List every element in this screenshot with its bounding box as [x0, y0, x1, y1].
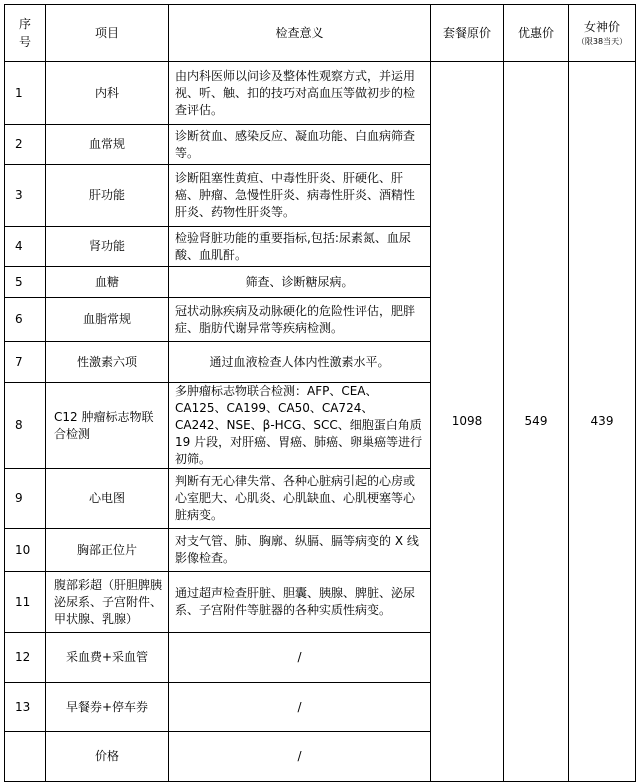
goddess-price-cell: 439 [569, 62, 636, 782]
header-orig-price: 套餐原价 [431, 5, 504, 62]
table-row [5, 62, 636, 125]
row-item: 心电图 [46, 469, 169, 529]
row-no: 6 [5, 298, 46, 342]
row-desc: / [169, 683, 431, 732]
header-no: 序号 [5, 5, 46, 62]
row-no [5, 732, 46, 782]
row-no: 13 [5, 683, 46, 732]
header-goddess-label: 女神价 [583, 19, 620, 34]
row-item: 血糖 [46, 267, 169, 298]
row-desc: 通过超声检查肝脏、胆囊、胰腺、脾脏、泌尿系、子宫附件等脏器的各种实质性病变。 [169, 572, 431, 633]
row-item: 早餐券+停车券 [46, 683, 169, 732]
row-no: 12 [5, 633, 46, 683]
row-item: 血常规 [46, 125, 169, 165]
header-item: 项目 [46, 5, 169, 62]
row-desc: 对支气管、肺、胸廓、纵膈、膈等病变的 X 线影像检查。 [169, 529, 431, 572]
row-no: 9 [5, 469, 46, 529]
row-item: 肾功能 [46, 227, 169, 267]
row-desc: / [169, 633, 431, 683]
row-no: 5 [5, 267, 46, 298]
row-desc: 诊断阻塞性黄疸、中毒性肝炎、肝硬化、肝癌、肿瘤、急慢性肝炎、病毒性肝炎、酒精性肝炎、药物性肝炎等。 [169, 165, 431, 227]
row-no: 8 [5, 383, 46, 469]
row-no: 3 [5, 165, 46, 227]
row-no: 4 [5, 227, 46, 267]
row-no: 11 [5, 572, 46, 633]
row-desc: 多肿瘤标志物联合检测：AFP、CEA、CA125、CA199、CA50、CA724、CA242、NSE、β-HCG、SCC、细胞蛋白角质 19 片段，对肝癌、胃癌、肺癌、卵巢癌等进行初筛。 [169, 383, 431, 469]
row-item: 腹部彩超（肝胆脾胰泌尿系、子宫附件、甲状腺、乳腺） [46, 572, 169, 633]
header-goddess [569, 5, 636, 62]
row-desc: 由内科医师以问诊及整体性观察方式，并运用视、听、触、扣的技巧对高血压等做初步的检查评估。 [169, 62, 431, 125]
row-item: 胸部正位片 [46, 529, 169, 572]
header-goddess-note: （限38当天） [576, 36, 628, 46]
row-item: 肝功能 [46, 165, 169, 227]
orig-price-cell: 1098 [431, 62, 504, 782]
row-item: 血脂常规 [46, 298, 169, 342]
row-no: 7 [5, 342, 46, 383]
row-desc: 冠状动脉疾病及动脉硬化的危险性评估，肥胖症、脂肪代谢异常等疾病检测。 [169, 298, 431, 342]
header-row [5, 5, 636, 62]
row-desc: / [169, 732, 431, 782]
row-item: 内科 [46, 62, 169, 125]
row-desc: 筛查、诊断糖尿病。 [169, 267, 431, 298]
row-desc: 诊断贫血、感染反应、凝血功能、白血病筛查等。 [169, 125, 431, 165]
row-desc: 检验肾脏功能的重要指标,包括:尿素氮、血尿酸、血肌酐。 [169, 227, 431, 267]
row-item: 性激素六项 [46, 342, 169, 383]
package-table [4, 4, 636, 782]
row-no: 10 [5, 529, 46, 572]
row-item: C12 肿瘤标志物联合检测 [46, 383, 169, 469]
row-item: 采血费+采血管 [46, 633, 169, 683]
header-discount: 优惠价 [504, 5, 569, 62]
discount-price-cell: 549 [504, 62, 569, 782]
row-no: 2 [5, 125, 46, 165]
header-meaning: 检查意义 [169, 5, 431, 62]
row-desc: 通过血液检查人体内性激素水平。 [169, 342, 431, 383]
row-no: 1 [5, 62, 46, 125]
row-item: 价格 [46, 732, 169, 782]
row-desc: 判断有无心律失常、各种心脏病引起的心房或心室肥大、心肌炎、心肌缺血、心肌梗塞等心脏病变。 [169, 469, 431, 529]
